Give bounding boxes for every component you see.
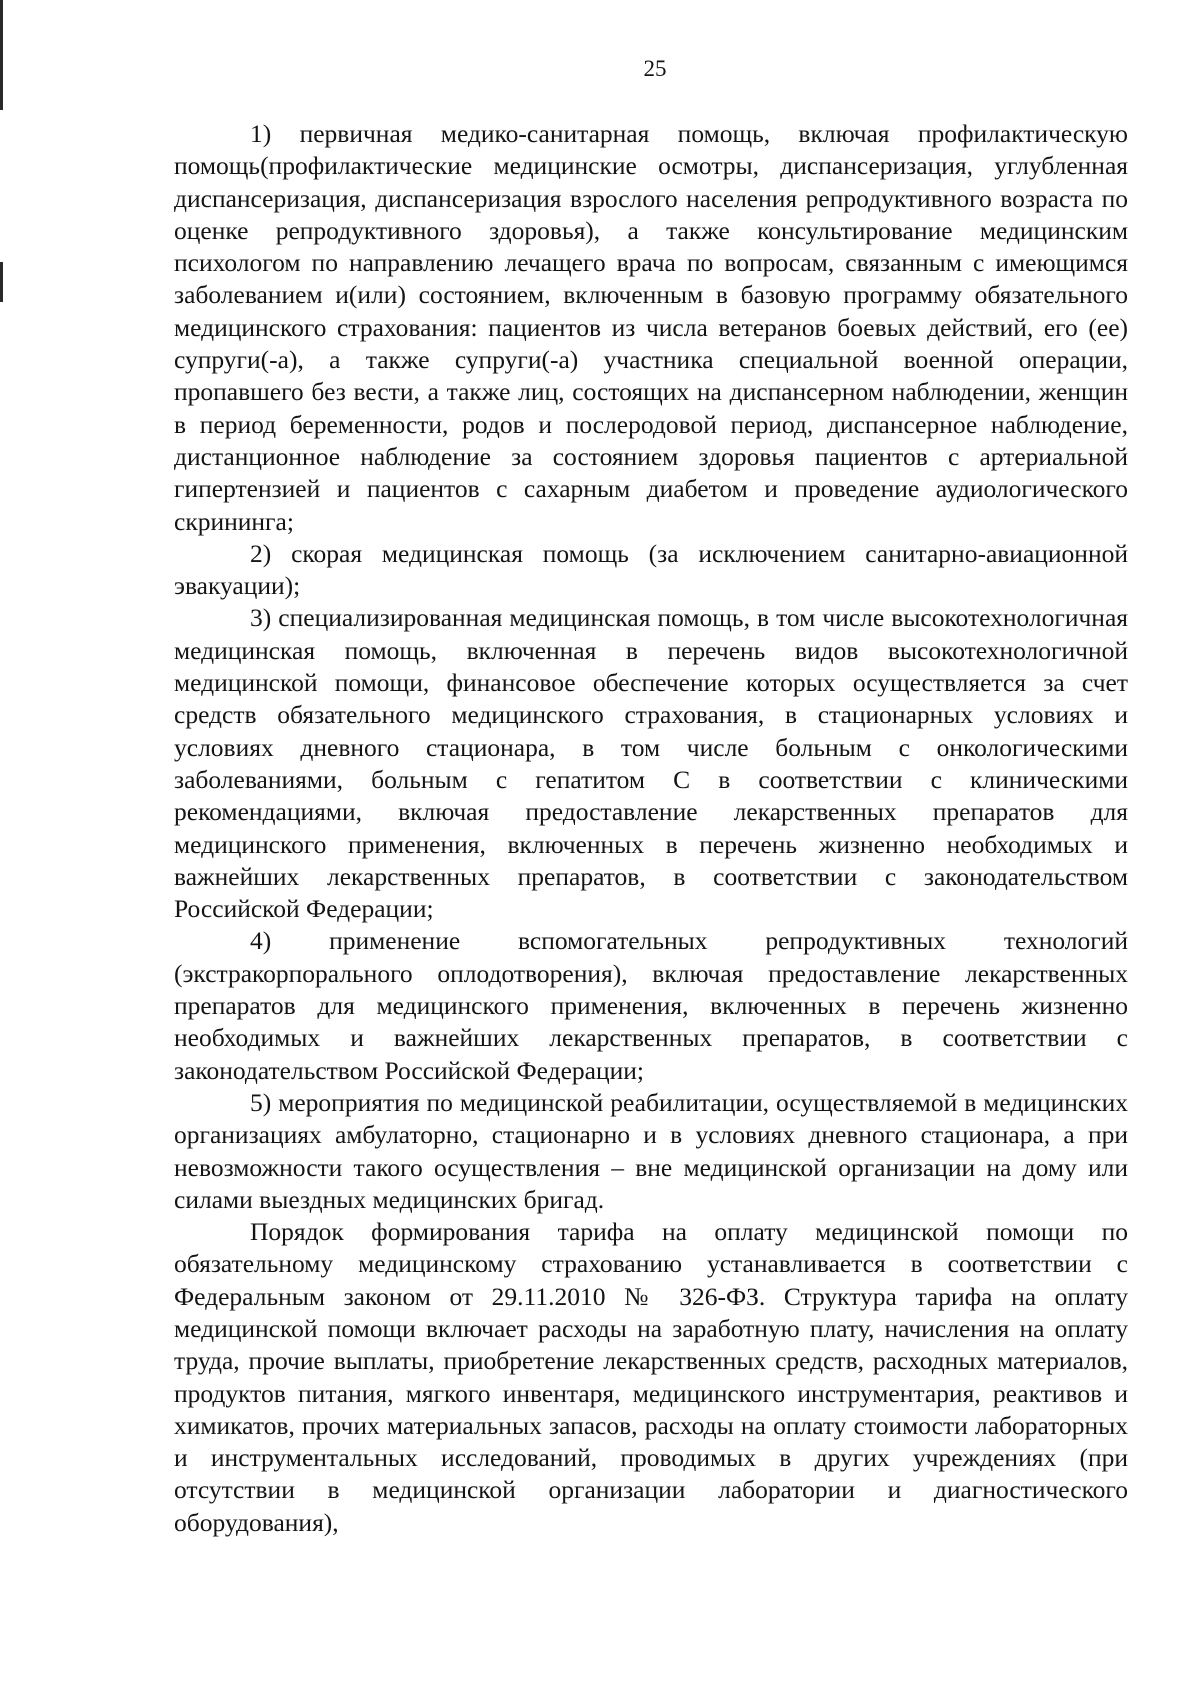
list-item-rehabilitation: 5) мероприятия по медицинской реабилитации, осуществляемой в медицинских организациях амбулаторно, стационарно и в условиях дневного стационара, а при невозможности такого осуществления – вне медицинской организации на дому или силами выездных медицинских бригад. bbox=[174, 1087, 1128, 1214]
paragraph-tariff-procedure: Порядок формирования тарифа на оплату медицинской помощи по обязательному медицинскому страхованию устанавливается в соответствии с Федеральным законом от 29.11.2010 № 326-ФЗ. Структура тарифа на оплату медицинской помощи включает расходы на заработную плату, начисления на оплату труда, прочие выплаты, приобретение лекарственных средств, расходных материалов, продуктов питания, мягкого инвентаря, медицинского инструментария, реактивов и химикатов, прочих материальных запасов, расходы на оплату стоимости лабораторных и инструментальных исследований, проводимых в других учреждениях (при отсутствии в медицинской организации лаборатории и диагностического оборудования), bbox=[174, 1217, 1128, 1537]
list-item-reproductive-technologies: 4) применение вспомогательных репродуктивных технологий (экстракорпорального оплодотворения), включая предоставление лекарственных препаратов для медицинского применения, включенных в перечень жизненно необходимых и важнейших лекарственных препаратов, в соответствии с законодательством Российской Федерации; bbox=[174, 926, 1128, 1085]
list-item-specialized-care: 3) специализированная медицинская помощь, в том числе высокотехнологичная медицинская помощь, включенная в перечень видов высокотехнологичной медицинской помощи, финансовое обеспечение которых осуществляется за счет средств обязательного медицинского страхования, в стационарных условиях и условиях дневного стационара, в том числе больным с онкологическими заболеваниями, больным с гепатитом С в соответствии с клиническими рекомендациями, включая предоставление лекарственных препаратов для медицинского применения, включенных в перечень жизненно необходимых и важнейших лекарственных препаратов, в соответствии с законодательством Российской Федерации; bbox=[174, 603, 1128, 924]
document-body bbox=[174, 118, 1128, 1539]
list-item-emergency-care: 2) скорая медицинская помощь (за исключением санитарно-авиационной эвакуации); bbox=[174, 538, 1128, 601]
page-number: 25 bbox=[643, 56, 667, 81]
list-item-primary-care: 1) первичная медико-санитарная помощь, включая профилактическую помощь(профилактические медицинские осмотры, диспансеризация, углубленная диспансеризация, диспансеризация взрослого населения репродуктивного возраста по оценке репродуктивного здоровья), а также консультирование медицинским психологом по направлению лечащего врача по вопросам, связанным с имеющимся заболеванием и(или) состоянием, включенным в базовую программу обязательного медицинского страхования: пациентов из числа ветеранов боевых действий, его (ее) супруги(-а), а также супруги(-а) участника специальной военной операции, пропавшего без вести, а также лиц, состоящих на диспансерном наблюдении, женщин в период беременности, родов и послеродовой период, диспансерное наблюдение, дистанционное наблюдение за состоянием здоровья пациентов с артериальной гипертензией и пациентов с сахарным диабетом и проведение аудиологического скрининга; bbox=[174, 119, 1128, 536]
scan-edge-mark bbox=[0, 262, 3, 302]
scan-edge-mark bbox=[0, 0, 3, 110]
